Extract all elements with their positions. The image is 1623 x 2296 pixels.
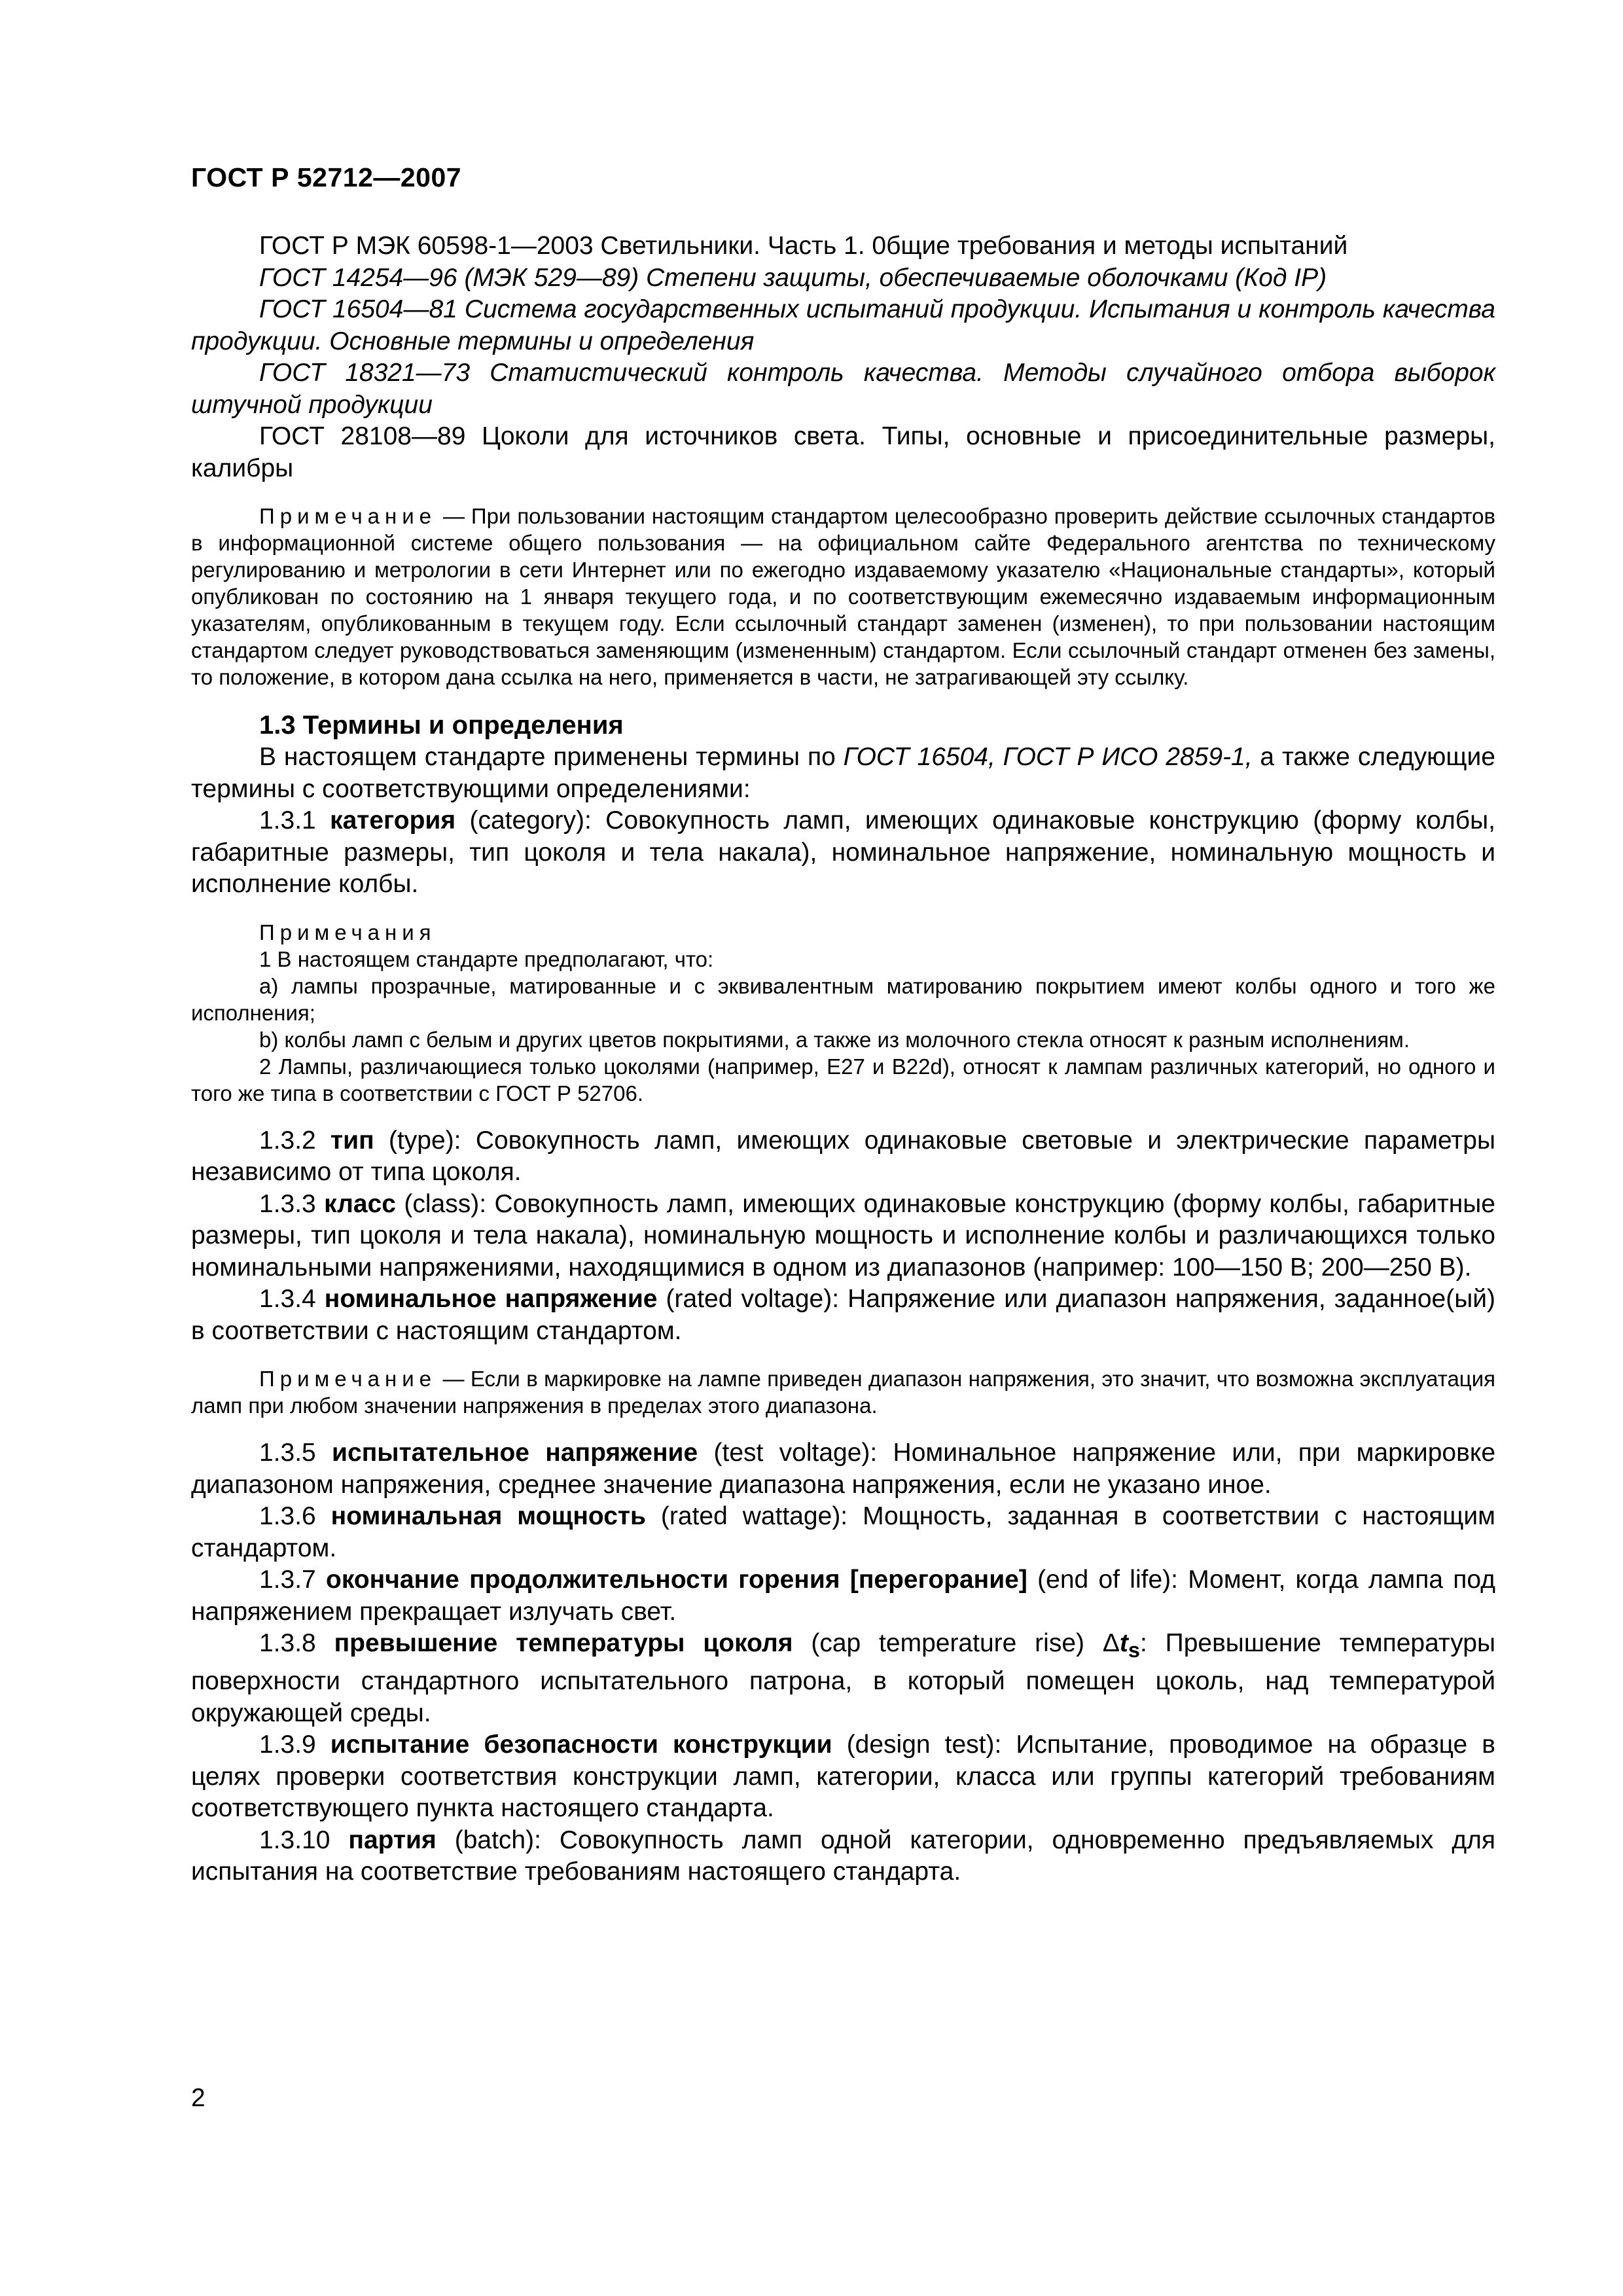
term-definition-text: (test voltage): Номинальное напряжение или, при маркировке диапазоном напряжения, среднее значение диапазона напряжения, если не указано иное. xyxy=(191,1439,1496,1499)
term-definition-text: : Превышение температуры поверхности стандартного испытательного патрона, в который помещен цоколь, над температурой окружающей среды. xyxy=(191,1629,1496,1727)
page-content xyxy=(191,230,1495,1888)
term-definition-text: (batch): Совокупность ламп одной категории, одновременно предъявляемых для испытания на соответствие требованиям настоящего стандарта. xyxy=(191,1825,1495,1886)
term-english: (cap temperature rise) xyxy=(793,1629,1103,1657)
term-number: 1.3.8 xyxy=(259,1629,334,1657)
term-definition xyxy=(191,1283,1495,1347)
reference-item: ГОСТ 28108—89 Цоколи для источников света. Типы, основные и присоединительные размеры, калибры xyxy=(191,422,1495,482)
note-item: 1 В настоящем стандарте предполагают, что: xyxy=(259,946,714,971)
note-item: 2 Лампы, различающиеся только цоколями (например, E27 и B22d), относят к лампам различных категорий, но одного и того же типа в соответствии с ГОСТ Р 52706. xyxy=(191,1054,1495,1105)
term-name: номинальное напряжение xyxy=(324,1285,658,1313)
term-definition xyxy=(191,1501,1495,1564)
reference-item: ГОСТ 16504—81 Система государственных испытаний продукции. Испытания и контроль качества продукции. Основные термины и определения xyxy=(191,295,1495,355)
term-definition xyxy=(191,1628,1495,1729)
intro-text-b: а также следующие термины с соответствующими определениями: xyxy=(191,743,1495,803)
note-item: b) колбы ламп с белым и других цветов покрытиями, а также из молочного стекла относят к разным исполнениям. xyxy=(259,1027,1410,1052)
term-definition-text: (category): Совокупность ламп, имеющих одинаковые конструкцию (форму колбы, габаритные размеры, тип цоколя и тела накала), номинальное напряжение, номинальную мощность и исполнение колбы. xyxy=(191,806,1496,898)
term-name: превышение температуры цоколя xyxy=(334,1629,793,1657)
term-number: 1.3.7 xyxy=(259,1566,327,1594)
temperature-symbol: t xyxy=(1119,1629,1128,1657)
note-text: — При пользовании настоящим стандартом целесообразно проверить действие ссылочных стандартов в информационной системе общего пользования — на официальном сайте Федерального агентства по техническому регулированию и метрологии в сети Интернет или по ежегодно издаваемому указателю «Национальные стандарты», который опубликован по состоянию на 1 января текущего года, и по соответствующим ежемесячно издаваемым информационным указателям, опубликованным в текущем году. Если ссылочный стандарт заменен (изменен), то при пользовании настоящим стандартом следует руководствоваться заменяющим (измененным) стандартом. Если ссылочный стандарт отменен без замены, то положение, в котором дана ссылка на него, применяется в части, не затрагивающей эту ссылку. xyxy=(191,504,1495,689)
term-definition-text: (rated voltage): Напряжение или диапазон напряжения, заданное(ый) в соответствии с настоящим стандартом. xyxy=(191,1285,1495,1345)
term-definition xyxy=(191,1729,1495,1825)
term-number: 1.3.5 xyxy=(259,1439,332,1467)
note-voltage-range xyxy=(191,1365,1495,1419)
notes-label: Примечания xyxy=(259,920,437,944)
term-name: испытательное напряжение xyxy=(332,1439,698,1467)
page-number: 2 xyxy=(191,2084,205,2112)
note-label: Примечание xyxy=(259,504,437,528)
term-number: 1.3.10 xyxy=(259,1825,349,1854)
term-name: испытание безопасности конструкции xyxy=(330,1731,832,1759)
term-name: класс xyxy=(324,1189,396,1218)
term-name: категория xyxy=(330,806,456,834)
term-name: партия xyxy=(348,1825,437,1854)
term-definition-text: (rated wattage): Мощность, заданная в соответствии с настоящим стандартом. xyxy=(191,1502,1495,1562)
term-definition xyxy=(191,1437,1495,1501)
note-label: Примечание xyxy=(259,1367,437,1391)
term-name: тип xyxy=(330,1126,374,1155)
document-code-header: ГОСТ Р 52712—2007 xyxy=(191,162,462,192)
term-definition xyxy=(191,1189,1495,1284)
term-number: 1.3.9 xyxy=(259,1731,330,1759)
intro-text-a: В настоящем стандарте применены термины по xyxy=(259,743,844,771)
note-text: — Если в маркировке на лампе приведен диапазон напряжения, это значит, что возможна эксплуатация ламп при любом значении напряжения в пределах этого диапазона. xyxy=(191,1367,1495,1418)
delta-symbol: Δ xyxy=(1102,1629,1120,1657)
term-definition xyxy=(191,1564,1495,1628)
term-number: 1.3.4 xyxy=(259,1285,325,1313)
reference-item: ГОСТ 18321—73 Статистический контроль качества. Методы случайного отбора выборок штучной продукции xyxy=(191,359,1495,419)
term-name: номинальная мощность xyxy=(330,1502,646,1530)
note-item: а) лампы прозрачные, матированные и с эквивалентным матированию покрытием имеют колбы одного и того же исполнения; xyxy=(191,973,1495,1025)
term-number: 1.3.3 xyxy=(259,1189,325,1218)
intro-references: ГОСТ 16504, ГОСТ Р ИСО 2859-1, xyxy=(843,743,1253,771)
term-number: 1.3.2 xyxy=(259,1126,331,1155)
term-definition-text: (type): Совокупность ламп, имеющих одинаковые световые и электрические параметры независимо от типа цоколя. xyxy=(191,1126,1495,1186)
note-referenced-standards xyxy=(191,503,1495,691)
term-definition-text: (end of life): Момент, когда лампа под напряжением прекращает излучать свет. xyxy=(191,1566,1496,1626)
section-title: 1.3 Термины и определения xyxy=(259,711,624,740)
term-definition xyxy=(191,1125,1495,1189)
reference-item: ГОСТ 14254—96 (МЭК 529—89) Степени защиты, обеспечиваемые оболочками (Код IP) xyxy=(259,263,1327,292)
term-definition-text: (class): Совокупность ламп, имеющих одинаковые конструкцию (форму колбы, габаритные размеры, тип цоколя и тела накала), номинальную мощность и исполнение колбы и различающихся только номинальными напряжениями, находящимися в одном из диапазонов (например: 100—150 В; 200—250 В). xyxy=(191,1189,1495,1282)
term-definition-text: (design test): Испытание, проводимое на образце в целях проверки соответствия конструкции ламп, категории, класса или группы категорий требованиям соответствующего пункта настоящего стандарта. xyxy=(191,1731,1495,1823)
subscript-symbol: s xyxy=(1128,1638,1140,1662)
term-definition xyxy=(191,1825,1495,1888)
term-definition xyxy=(191,805,1495,901)
term-number: 1.3.1 xyxy=(259,806,330,834)
reference-item: ГОСТ Р МЭК 60598-1—2003 Светильники. Часть 1. 0бщие требования и методы испытаний xyxy=(259,232,1348,260)
term-number: 1.3.6 xyxy=(259,1502,331,1530)
term-name: окончание продолжительности горения [перегорание] xyxy=(326,1566,1027,1594)
section-intro xyxy=(191,742,1495,805)
